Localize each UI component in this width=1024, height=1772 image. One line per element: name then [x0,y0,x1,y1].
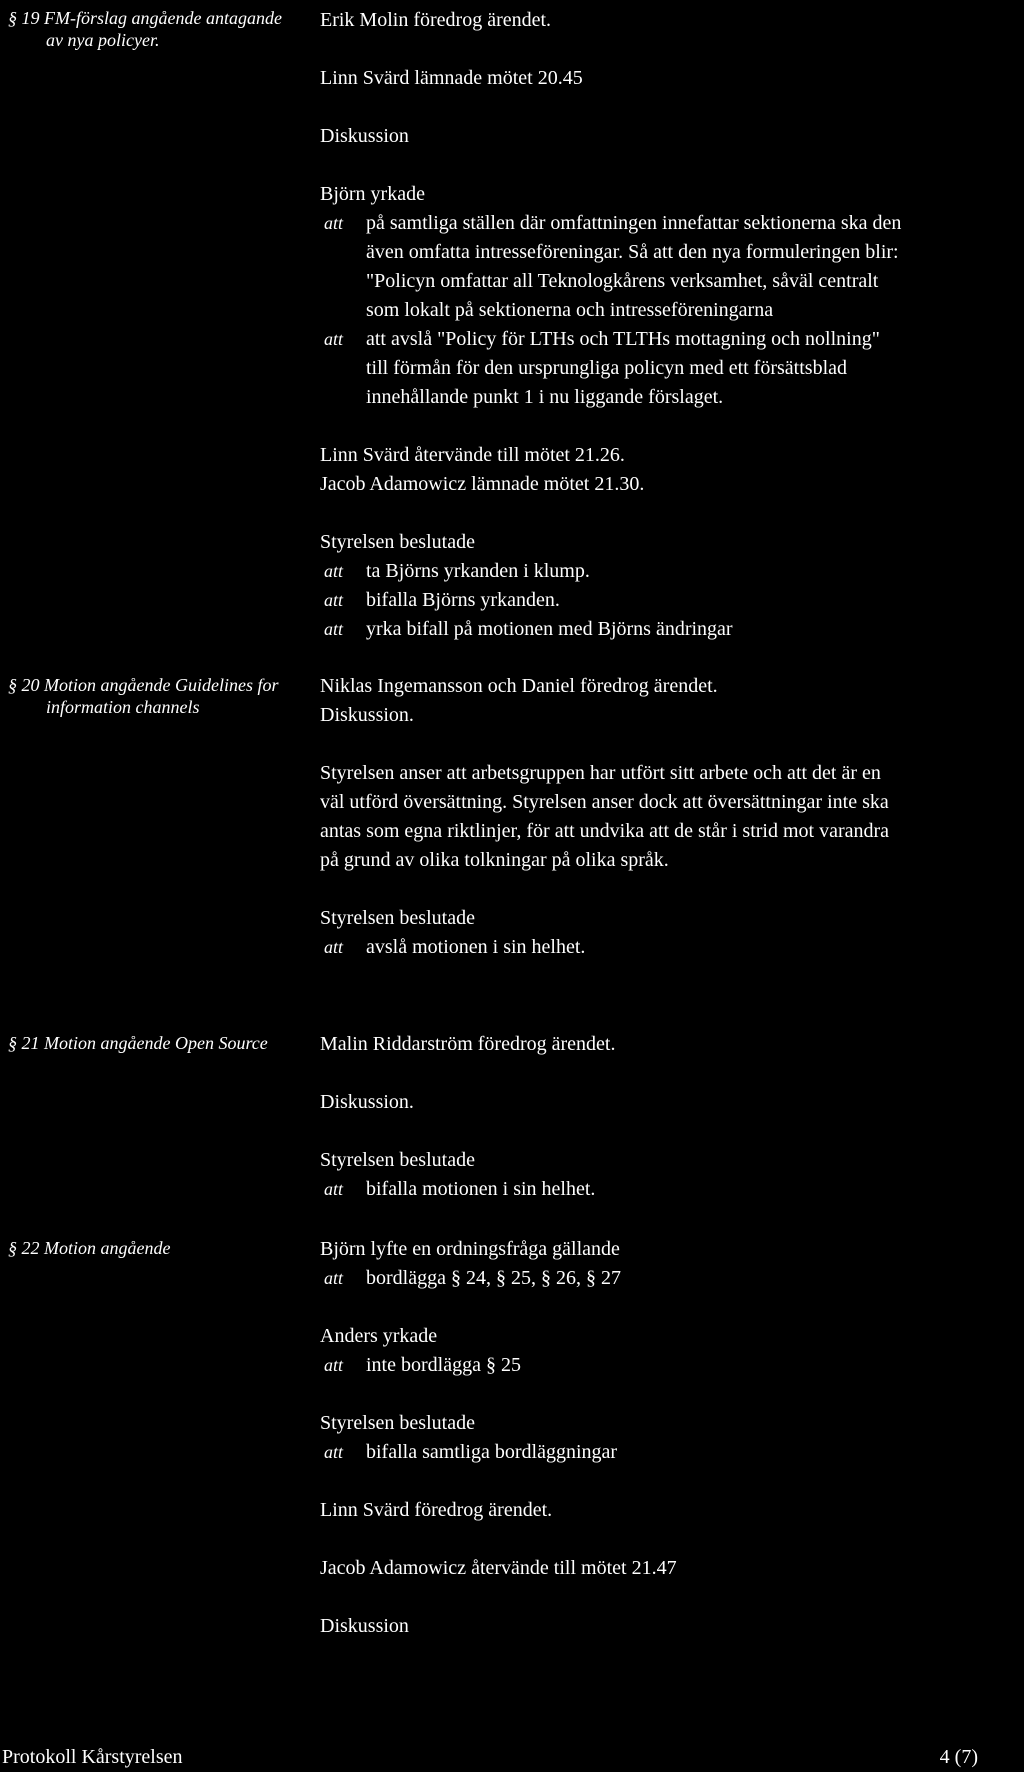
page-number: 4 (7) [939,1746,978,1768]
yrkande-intro: Anders yrkade [320,1325,438,1347]
presenter-line: Malin Riddarström föredrog ärendet. [320,1033,616,1055]
discussion-line: Diskussion [320,1615,409,1637]
att-keyword: att [324,937,344,957]
att-clause [320,325,1020,412]
clause-line: "Policyn omfattar all Teknologkårens verksamhet, såväl centralt [366,270,879,292]
decision-intro: Styrelsen beslutade [320,907,475,929]
clause-line: även omfatta intresseföreningar. Så att den nya formuleringen blir: [366,241,899,263]
decision-clause [320,586,1020,615]
att-keyword: att [324,1268,344,1288]
section-22-heading-line1: § 22 Motion angående [8,1238,171,1258]
clause-line: som lokalt på sektionerna och intresseföreningarna [366,299,774,321]
att-clause [320,209,1020,325]
yrkande-intro: Björn yrkade [320,183,425,205]
paragraph-line: Styrelsen anser att arbetsgruppen har utfört sitt arbete och att det är en [320,762,881,784]
decision-text: bifalla Björns yrkanden. [366,589,560,611]
clause-line: på samtliga ställen där omfattningen innefattar sektionerna ska den [366,212,902,234]
clause-line: till förmån för den ursprungliga policyn med ett försättsblad [366,357,847,379]
discussion-line: Diskussion. [320,1091,414,1113]
decision-clause [320,615,1020,644]
paragraph-line: väl utförd översättning. Styrelsen anser dock att översättningar inte ska [320,791,889,813]
ordning-intro: Björn lyfte en ordningsfråga gällande [320,1238,620,1260]
decision-text: bifalla motionen i sin helhet. [366,1178,596,1200]
att-keyword: att [324,1442,344,1462]
section-20-heading-line2: information channels [46,697,200,717]
att-keyword: att [324,329,344,349]
attendance-line: Jacob Adamowicz återvände till mötet 21.47 [320,1557,677,1579]
section-22-heading [8,1237,308,1259]
decision-text: avslå motionen i sin helhet. [366,936,586,958]
attendance-line: Linn Svärd lämnade mötet 20.45 [320,67,583,89]
decision-text: yrka bifall på motionen med Björns ändringar [366,618,733,640]
att-keyword: att [324,619,344,639]
section-21-heading [8,1032,308,1054]
decision-clause [320,933,1020,962]
att-keyword: att [324,561,344,581]
section-19-body [320,6,1020,644]
footer-title: Protokoll Kårstyrelsen [2,1746,183,1768]
att-keyword: att [324,590,344,610]
clause-line: innehållande punkt 1 i nu liggande förslaget. [366,386,724,408]
paragraph-line: på grund av olika tolkningar på olika språk. [320,849,669,871]
decision-text: bifalla samtliga bordläggningar [366,1441,618,1463]
section-20-heading [8,674,308,718]
att-keyword: att [324,213,344,233]
decision-intro: Styrelsen beslutade [320,531,475,553]
presenter-line: Erik Molin föredrog ärendet. [320,9,552,31]
discussion-line: Diskussion [320,125,409,147]
decision-intro: Styrelsen beslutade [320,1149,475,1171]
section-21-heading-line1: § 21 Motion angående Open Source [8,1033,268,1053]
paragraph-line: antas som egna riktlinjer, för att undvika att de står i strid mot varandra [320,820,890,842]
clause-line: att avslå "Policy för LTHs och TLTHs mottagning och nollning" [366,328,880,350]
presenter-line: Linn Svärd föredrog ärendet. [320,1499,553,1521]
section-21-body [320,1030,1020,1204]
decision-clause [320,1175,1020,1204]
decision-clause [320,557,1020,586]
attendance-line: Linn Svärd återvände till mötet 21.26. [320,444,625,466]
att-clause [320,1351,1020,1380]
section-19-heading-line1: § 19 FM-förslag angående antagande [8,8,282,28]
att-clause [320,1264,1020,1293]
section-20-heading-line1: § 20 Motion angående Guidelines for [8,675,279,695]
decision-text: ta Björns yrkanden i klump. [366,560,590,582]
clause-text: inte bordlägga § 25 [366,1354,521,1376]
attendance-line: Jacob Adamowicz lämnade mötet 21.30. [320,473,645,495]
att-keyword: att [324,1355,344,1375]
section-19-heading [8,7,308,51]
clause-text: bordlägga § 24, § 25, § 26, § 27 [366,1267,621,1289]
section-22-body [320,1235,1020,1641]
section-20-body [320,672,1020,962]
decision-clause [320,1438,1020,1467]
presenter-line: Niklas Ingemansson och Daniel föredrog ärendet. [320,675,718,697]
decision-intro: Styrelsen beslutade [320,1412,475,1434]
section-19-heading-line2: av nya policyer. [46,30,160,50]
att-keyword: att [324,1179,344,1199]
discussion-line: Diskussion. [320,704,414,726]
